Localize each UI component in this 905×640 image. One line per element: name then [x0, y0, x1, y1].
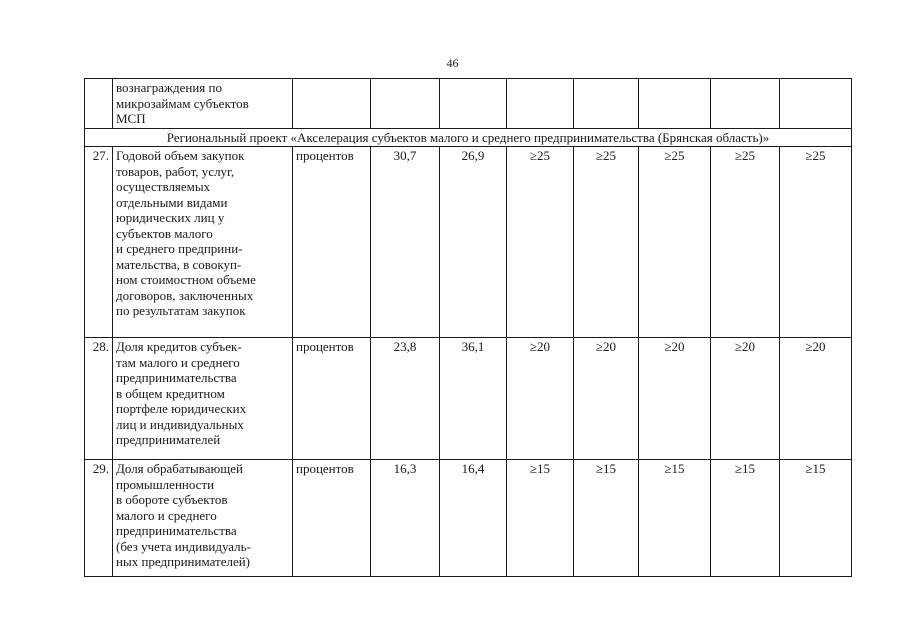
- value-cell: ≥15: [711, 460, 780, 577]
- value-cell: ≥20: [574, 338, 639, 460]
- value-cell: ≥20: [639, 338, 711, 460]
- value-cell: ≥20: [507, 338, 574, 460]
- value-cell: ≥15: [574, 460, 639, 577]
- value-cell: [440, 79, 507, 129]
- value-cell: [371, 79, 440, 129]
- value-cell: [711, 79, 780, 129]
- section-header-row: [85, 128, 852, 147]
- row-number-cell: 27.: [85, 147, 113, 338]
- indicator-name-cell: Доля кредитов субъек- там малого и среднего предпринимательства в общем кредитном портфеле юридических лиц и индивидуальных предпринимателей: [113, 338, 293, 460]
- unit-cell: [293, 79, 371, 129]
- value-cell: ≥15: [507, 460, 574, 577]
- row-number-cell: 29.: [85, 460, 113, 577]
- value-cell: ≥15: [639, 460, 711, 577]
- table-row: [85, 147, 852, 338]
- value-cell: 30,7: [371, 147, 440, 338]
- row-number-cell: [85, 79, 113, 129]
- page-number: 46: [446, 56, 459, 70]
- value-cell: ≥20: [780, 338, 852, 460]
- value-cell: [507, 79, 574, 129]
- value-cell: ≥25: [711, 147, 780, 338]
- table-row: [85, 460, 852, 577]
- value-cell: ≥25: [780, 147, 852, 338]
- unit-cell: процентов: [293, 147, 371, 338]
- indicators-table: [84, 78, 852, 577]
- unit-cell: процентов: [293, 338, 371, 460]
- row-number-cell: 28.: [85, 338, 113, 460]
- value-cell: [780, 79, 852, 129]
- table-row: [85, 338, 852, 460]
- unit-cell: процентов: [293, 460, 371, 577]
- section-title: Региональный проект «Акселерация субъектов малого и среднего предпринимательства (Брянская область)»: [85, 128, 852, 147]
- value-cell: 16,4: [440, 460, 507, 577]
- value-cell: 16,3: [371, 460, 440, 577]
- value-cell: 36,1: [440, 338, 507, 460]
- indicator-name-cell: Доля обрабатывающей промышленности в обороте субъектов малого и среднего предпринимательства (без учета индивидуаль- ных предпринимателей): [113, 460, 293, 577]
- value-cell: 26,9: [440, 147, 507, 338]
- indicator-name-cell: вознаграждения по микрозаймам субъектов МСП: [113, 79, 293, 129]
- value-cell: ≥25: [507, 147, 574, 338]
- table-row-continuation: [85, 79, 852, 129]
- value-cell: ≥25: [574, 147, 639, 338]
- value-cell: ≥25: [639, 147, 711, 338]
- value-cell: ≥20: [711, 338, 780, 460]
- value-cell: ≥15: [780, 460, 852, 577]
- value-cell: [574, 79, 639, 129]
- value-cell: 23,8: [371, 338, 440, 460]
- indicator-name-cell: Годовой объем закупок товаров, работ, услуг, осуществляемых отдельными видами юридических лиц у субъектов малого и среднего предприни- мательства, в совокуп- ном стоимостном объеме договоров, заключенных по результатам закупок: [113, 147, 293, 338]
- value-cell: [639, 79, 711, 129]
